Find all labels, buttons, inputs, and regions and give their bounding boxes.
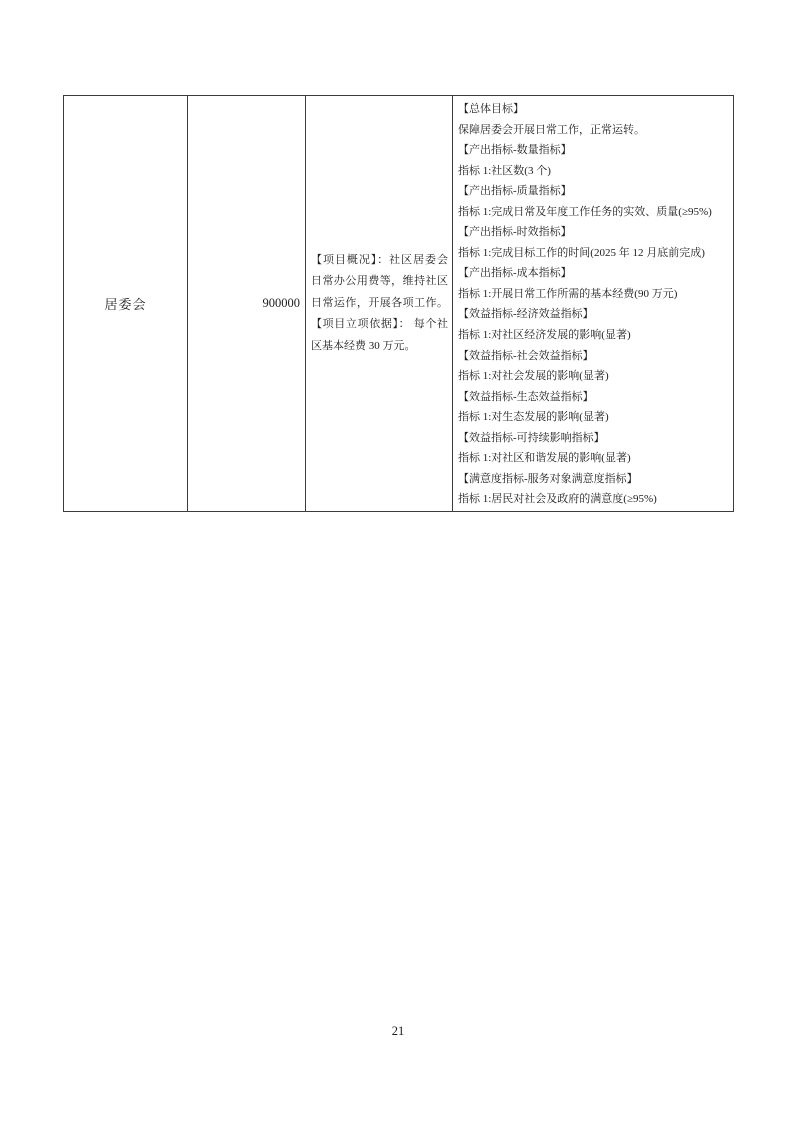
indicator-line: 指标 1:对社区经济发展的影响(显著) <box>458 329 631 342</box>
overview-line: 日常运作，开展各项工作。 <box>311 296 448 309</box>
project-overview-cell <box>306 96 453 512</box>
indicator-line: 【产出指标-质量指标】 <box>458 185 572 198</box>
indicator-line: 指标 1:对社区和谐发展的影响(显著) <box>458 452 631 465</box>
overview-line: 【项目立项依据】： 每个社 <box>311 318 448 331</box>
amount-value: 900000 <box>262 296 300 310</box>
indicator-line: 【满意度指标-服务对象满意度指标】 <box>458 472 638 485</box>
indicator-line: 指标 1:社区数(3 个) <box>458 164 551 177</box>
overview-line: 区基本经费 30 万元。 <box>311 339 416 352</box>
indicator-line: 【效益指标-社会效益指标】 <box>458 349 594 362</box>
overview-line: 【项目概况】：社区居委会 <box>311 253 448 266</box>
indicator-line: 保障居委会开展日常工作，正常运转。 <box>458 123 645 136</box>
indicator-line: 【效益指标-可持续影响指标】 <box>458 431 605 444</box>
indicator-line: 指标 1:居民对社会及政府的满意度(≥95%) <box>458 493 657 506</box>
indicator-line: 【产出指标-时效指标】 <box>458 226 572 239</box>
indicator-line: 指标 1:完成日常及年度工作任务的实效、质量(≥95%) <box>458 205 712 218</box>
indicator-line: 指标 1:完成目标工作的时间(2025 年 12 月底前完成) <box>458 246 705 259</box>
indicator-line: 指标 1:开展日常工作所需的基本经费(90 万元) <box>458 287 678 300</box>
project-name-cell <box>64 96 188 512</box>
indicator-line: 指标 1:对生态发展的影响(显著) <box>458 411 609 424</box>
project-performance-table <box>63 95 734 512</box>
indicator-line: 指标 1:对社会发展的影响(显著) <box>458 370 609 383</box>
indicator-line: 【效益指标-经济效益指标】 <box>458 308 594 321</box>
project-name: 居委会 <box>104 297 147 312</box>
page-number: 21 <box>391 1024 405 1038</box>
table-row <box>64 96 734 512</box>
performance-indicators-cell <box>453 96 734 512</box>
overview-line: 日常办公用费等，维持社区 <box>311 275 448 288</box>
indicator-line: 【效益指标-生态效益指标】 <box>458 390 594 403</box>
indicator-line: 【产出指标-数量指标】 <box>458 144 572 157</box>
indicator-line: 【产出指标-成本指标】 <box>458 267 572 280</box>
amount-cell <box>188 96 306 512</box>
indicator-line: 【总体目标】 <box>458 103 524 115</box>
